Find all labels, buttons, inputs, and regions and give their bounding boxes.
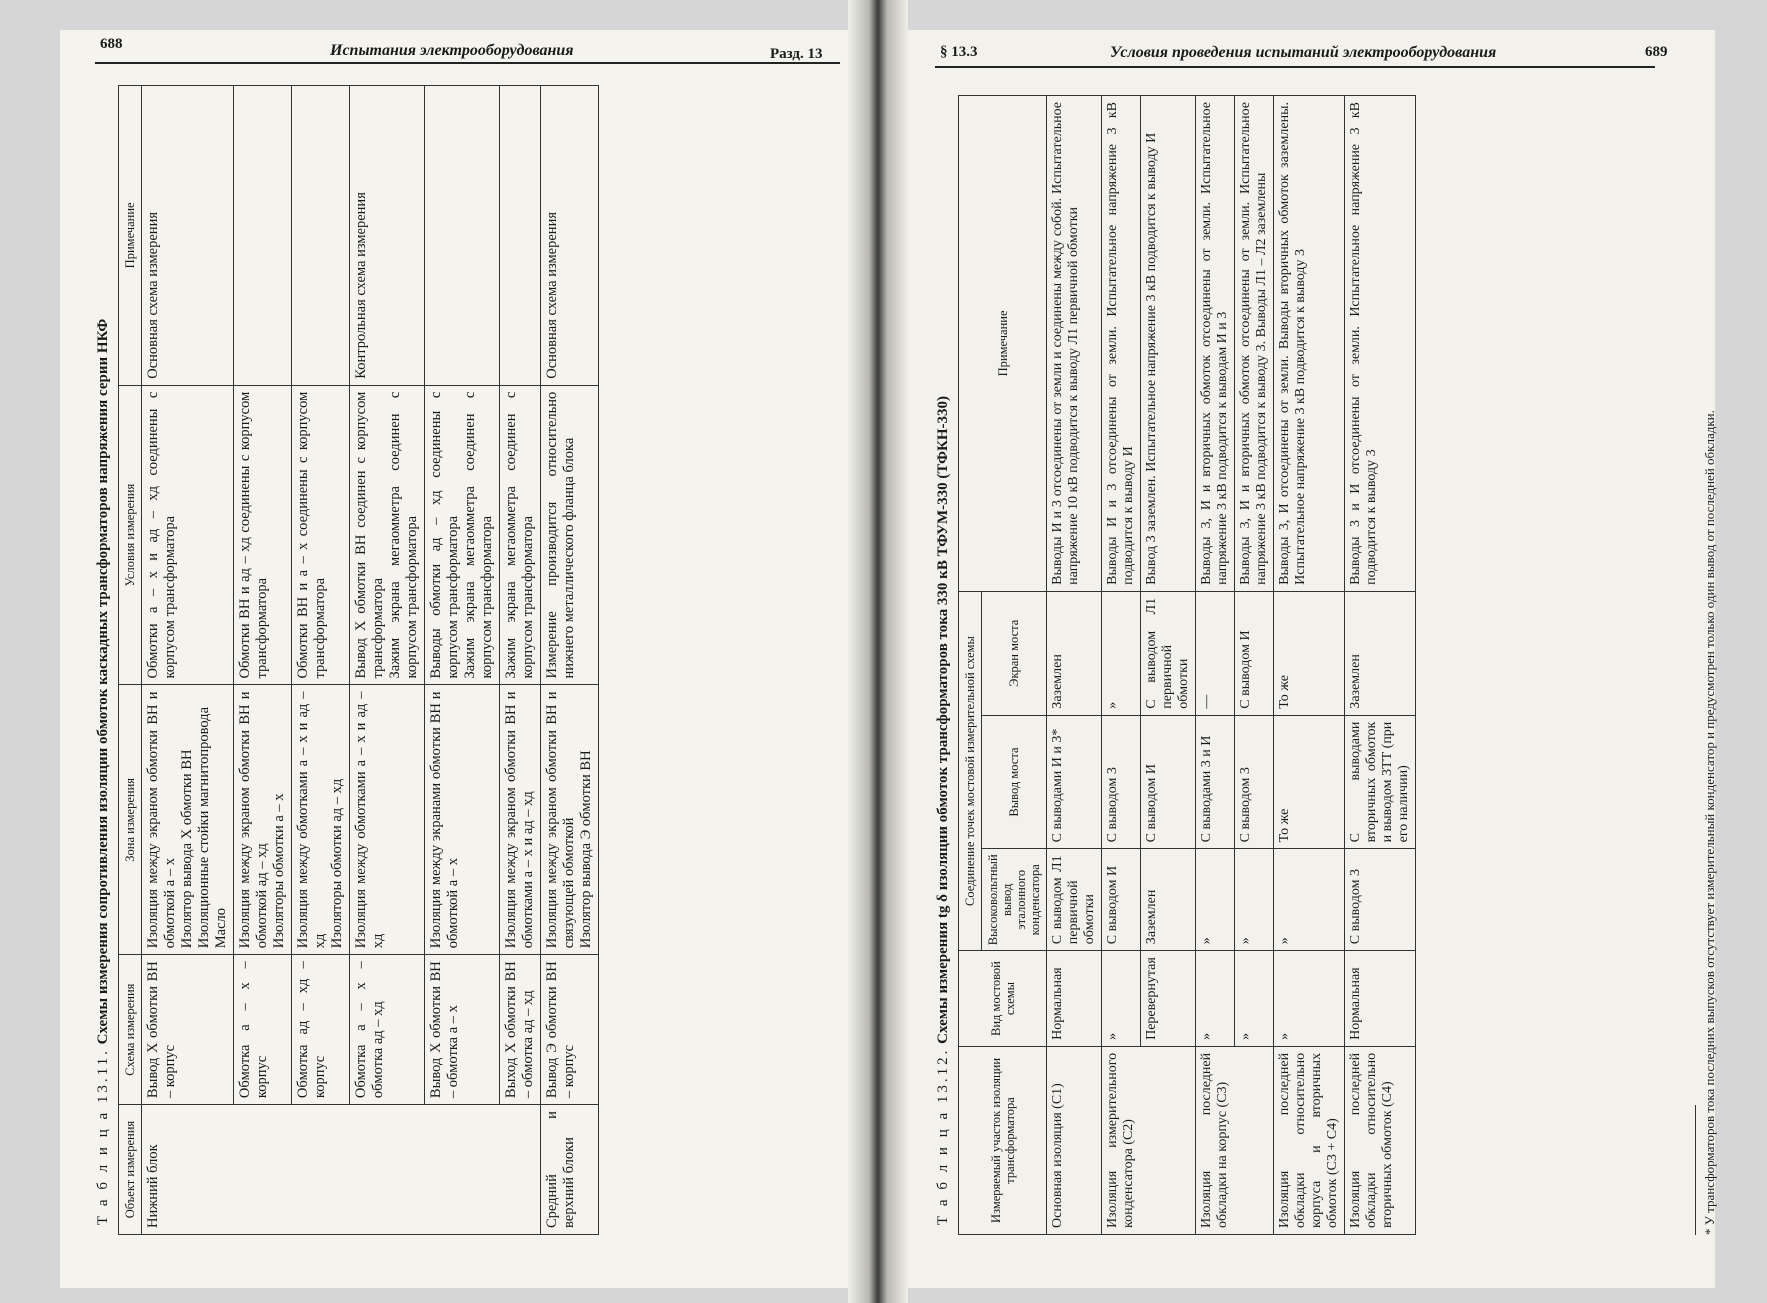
table2-cell: С выводом Л1 первичной обмотки xyxy=(1141,591,1196,715)
table1-cell: Основная схема измерения xyxy=(541,86,599,386)
table2-header-scheme: Вид мостовой схемы xyxy=(959,951,1047,1047)
table-row xyxy=(1141,96,1196,1235)
table2-cell xyxy=(1141,1046,1196,1234)
table2-cell: » xyxy=(1102,591,1141,715)
table2-cell: Выводы 3 и И отсоединены от земли. Испытательное напряжение 3 кВ подводится к выводу 3 xyxy=(1345,96,1416,592)
table1-cell: Контрольная схема измерения xyxy=(350,86,425,386)
table-row xyxy=(541,86,599,1235)
table-row xyxy=(500,86,541,1235)
table1-cell: Изоляция между экраном обмотки ВН и обмотками a – x и aд – xд xyxy=(500,685,541,955)
table1-cell: Изоляция между экранами обмотки ВН и обмоткой a – x xyxy=(425,685,500,955)
table-row xyxy=(350,86,425,1235)
table2-cell: Выводы И и 3 отсоединены от земли и соединены между собой. Испытательное напряжение 10 кВ подводится к выводу Л1 первичной обмотки xyxy=(1047,96,1102,592)
table2-cell: » xyxy=(1102,951,1141,1047)
table1-cell: Вывод Э обмотки ВН – корпус xyxy=(541,955,599,1105)
table1-cell: Зажим экрана мегаомметра соединен с корпусом трансформатора xyxy=(500,385,541,685)
right-header-rule xyxy=(935,66,1655,68)
table1-cell: Обмотки ВН и a – x соединены с корпусом трансформатора xyxy=(292,385,350,685)
table2-cell: Вывод 3 заземлен. Испытательное напряжение 3 кВ подводится к выводу И xyxy=(1141,96,1196,592)
table-row xyxy=(234,86,292,1235)
left-page-number: 688 xyxy=(100,36,123,52)
book-gutter xyxy=(848,0,908,1303)
table2-cell: С выводом И xyxy=(1235,591,1274,715)
table1-cell: Изоляция между экраном обмотки ВН и обмоткой a – x Изолятор вывода X обмотки ВН Изоляционные стойки магнитопровода Масло xyxy=(142,685,234,955)
table-row xyxy=(1196,96,1235,1235)
table2-cell: С выводами И и 3* xyxy=(1047,715,1102,849)
table2-header-screen: Экран моста xyxy=(982,591,1047,715)
table-13-12 xyxy=(958,95,1416,1235)
table2-cell: Изоляция последней обкладки относительно вторичных обмоток (C4) xyxy=(1345,1046,1416,1234)
table2-cell: Выводы 3, И и вторичных обмоток отсоединены от земли. Испытательное напряжение 3 кВ подводится к выводам И и 3 xyxy=(1196,96,1235,592)
table2-cell: » xyxy=(1274,849,1345,951)
table1-cell: Основная схема измерения xyxy=(142,86,234,386)
table1-cell xyxy=(292,1105,350,1235)
table1-cell: Обмотка aд – xд – корпус xyxy=(292,955,350,1105)
table2-cell: Выводы 3, И и вторичных обмоток отсоединены от земли. Испытательное напряжение 3 кВ подводится к выводу 3. Выводы Л1 – Л2 заземлены xyxy=(1235,96,1274,592)
table1-cell xyxy=(292,86,350,386)
table2-cell: С выводами 3 и И xyxy=(1196,715,1235,849)
table2-cell: То же xyxy=(1274,591,1345,715)
table1-header-cell: Объект измерения xyxy=(119,1105,142,1235)
table2-cell: » xyxy=(1196,849,1235,951)
table1-header-row xyxy=(119,86,142,1235)
table-row xyxy=(425,86,500,1235)
table2-cell: Основная изоляция (C1) xyxy=(1047,1046,1102,1234)
table2-cell: С выводом Л1 первичной обмотки xyxy=(1047,849,1102,951)
table2-cell: С выводом 3 xyxy=(1345,849,1416,951)
table1-header-cell: Зона измерения xyxy=(119,685,142,955)
table1-cell xyxy=(234,86,292,386)
table2-cell: Перевернутая xyxy=(1141,951,1196,1047)
table1-cell: Изоляция между обмотками a – x и aд – xд Изоляторы обмотки aд – xд xyxy=(292,685,350,955)
table2-cell: » xyxy=(1235,849,1274,951)
table2-cell xyxy=(1235,1046,1274,1234)
table1-cell: Изоляция между экраном обмотки ВН и обмоткой aд – xд Изоляторы обмотки a – x xyxy=(234,685,292,955)
table1-cell: Обмотка a – x – обмотка aд – xд xyxy=(350,955,425,1105)
table2-cell: — xyxy=(1196,591,1235,715)
table2-cell: С выводом 3 xyxy=(1102,715,1141,849)
table2-cell: Нормальная xyxy=(1047,951,1102,1047)
table1-cell: Изоляция между экраном обмотки ВН и связующей обмоткой Изолятор вывода Э обмотки ВН xyxy=(541,685,599,955)
right-section: § 13.3 xyxy=(940,44,978,60)
table1-cell: Измерение производится относительно нижнего металлического фланца блока xyxy=(541,385,599,685)
table2-cell: То же xyxy=(1274,715,1345,849)
table-row xyxy=(1274,96,1345,1235)
left-running-title: Испытания электрооборудования xyxy=(330,42,574,59)
table1-cell xyxy=(234,1105,292,1235)
table-row xyxy=(292,86,350,1235)
table2-header-group: Соединение точек мостовой измерительной схемы xyxy=(959,591,982,950)
footnote-rotated xyxy=(1695,80,1718,1235)
table1-cell: Обмотки ВН и aд – xд соединены с корпусом трансформатора xyxy=(234,385,292,685)
table1-cell xyxy=(500,86,541,386)
left-header-rule xyxy=(95,62,840,64)
table2-header-bridge: Вывод моста xyxy=(982,715,1047,849)
table1-cell xyxy=(425,86,500,386)
table2-cell: С выводом И xyxy=(1102,849,1141,951)
table2-cell: » xyxy=(1235,951,1274,1047)
table-13-12-rotated xyxy=(935,80,1675,1235)
table2-cell: Выводы 3, И отсоединены от земли. Выводы вторичных обмоток заземлены. Испытательное напряжение 3 кВ подводится к выводу 3 xyxy=(1274,96,1345,592)
table1-cell: Вывод X обмотки ВН – обмотка a – x xyxy=(425,955,500,1105)
table-13-11 xyxy=(118,85,599,1235)
right-page-number: 689 xyxy=(1645,44,1668,60)
table1-cell: Вывод X обмотки ВН соединен с корпусом трансформатора Зажим экрана мегаомметра соединен с корпусом трансформатора xyxy=(350,385,425,685)
table2-header-note: Примечание xyxy=(959,96,1047,592)
table2-cell: С выводом 3 xyxy=(1235,715,1274,849)
table-row xyxy=(1047,96,1102,1235)
right-running-title: Условия проведения испытаний электрооборудования xyxy=(1110,44,1497,61)
table2-cell: » xyxy=(1274,951,1345,1047)
table2-cell: Нормальная xyxy=(1345,951,1416,1047)
table2-header-hv: Высоковольтный вывод эталонного конденсатора xyxy=(982,849,1047,951)
table2-header-part: Измеряемый участок изоляции трансформатора xyxy=(959,1046,1047,1234)
table1-cell xyxy=(425,1105,500,1235)
table2-cell: Заземлен xyxy=(1345,591,1416,715)
table-13-11-rotated xyxy=(95,70,815,1235)
table2-caption: Т а б л и ц а 13.12. Схемы измерения tg δ изоляции обмоток трансформаторов тока 330 кВ ТФУМ-330 (ТФКН-330) xyxy=(935,396,951,1225)
table2-cell: С выводом И xyxy=(1141,715,1196,849)
table1-header-cell: Примечание xyxy=(119,86,142,386)
table-row xyxy=(1345,96,1416,1235)
table2-cell: Заземлен xyxy=(1047,591,1102,715)
table2-cell: » xyxy=(1196,951,1235,1047)
table1-cell: Вывод X обмотки ВН – корпус xyxy=(142,955,234,1105)
table2-cell: Выводы И и 3 отсоединены от земли. Испытательное напряжение 3 кВ подводится к выводу И xyxy=(1102,96,1141,592)
table1-cell: Изоляция между обмотками a – x и aд – xд xyxy=(350,685,425,955)
table2-cell: Изоляция последней обкладки относительно корпуса и вторичных обмоток (C3 + C4) xyxy=(1274,1046,1345,1234)
table1-header-cell: Схема измерения xyxy=(119,955,142,1105)
table1-header-cell: Условия измерения xyxy=(119,385,142,685)
table1-cell: Нижний блок xyxy=(142,1105,234,1235)
footnote-rule xyxy=(1695,1105,1696,1235)
table1-cell: Обмотка a – x – корпус xyxy=(234,955,292,1105)
table-row xyxy=(142,86,234,1235)
table1-cell xyxy=(350,1105,425,1235)
table1-caption: Т а б л и ц а 13.11. Схемы измерения сопротивления изоляции обмоток каскадных трансформаторов напряжения серии НКФ xyxy=(95,318,111,1225)
footnote: * У трансформаторов тока последних выпусков отсутствует измерительный конденсатор и предусмотрен только один вывод от последней обкладки. xyxy=(1702,410,1717,1235)
table-row xyxy=(1235,96,1274,1235)
table-row xyxy=(1102,96,1141,1235)
table2-cell: Изоляция измерительного конденсатора (C2) xyxy=(1102,1046,1141,1234)
table2-cell: С выводами вторичных обмоток и выводом 3ТТ (при его наличии) xyxy=(1345,715,1416,849)
table1-cell: Обмотки a – x и aд – xд соединены с корпусом трансформатора xyxy=(142,385,234,685)
table2-cell: Заземлен xyxy=(1141,849,1196,951)
table2-cell: Изоляция последней обкладки на корпус (C3) xyxy=(1196,1046,1235,1234)
table1-cell xyxy=(500,1105,541,1235)
left-section: Разд. 13 xyxy=(770,46,823,62)
table1-cell: Средний и верхний блоки xyxy=(541,1105,599,1235)
table1-cell: Выход X обмотки ВН – обмотка aд – xд xyxy=(500,955,541,1105)
table1-cell: Выводы обмотки aд – xд соединены с корпусом трансформатора Зажим экрана мегаомметра соединен с корпусом трансформатора xyxy=(425,385,500,685)
